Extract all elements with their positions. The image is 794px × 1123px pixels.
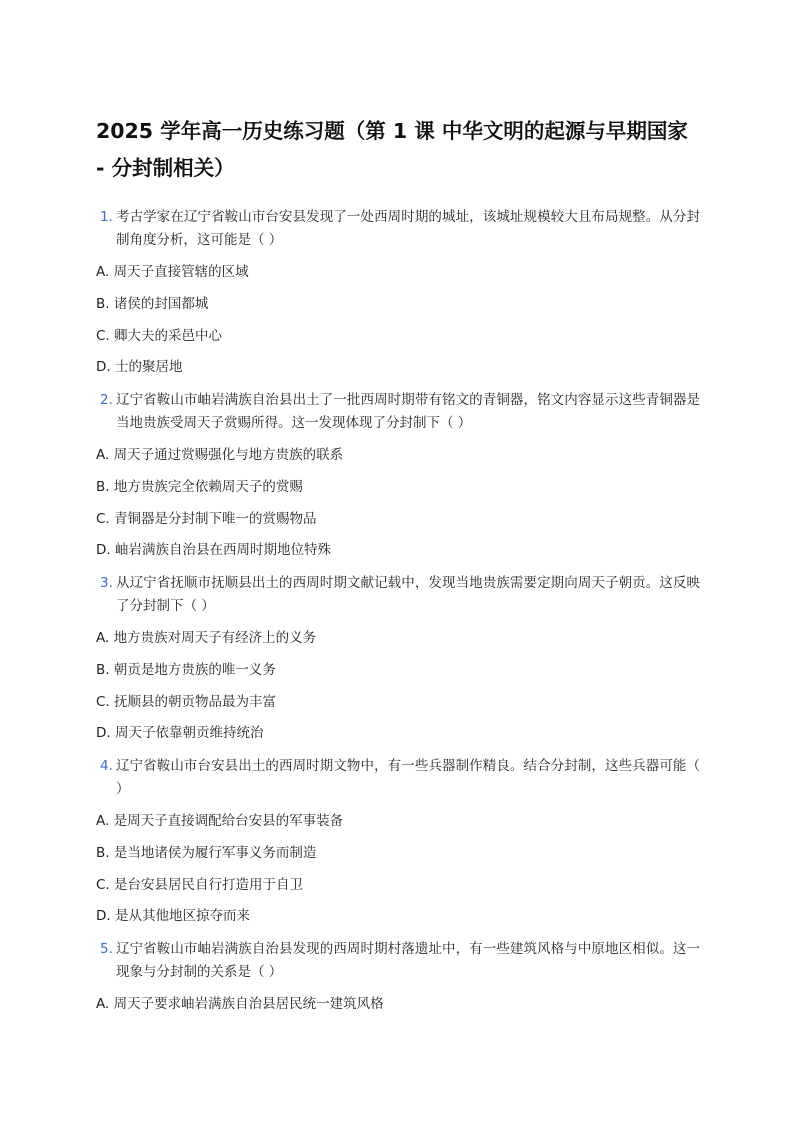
question-1-option-a: A. 周天子直接管辖的区域 xyxy=(96,264,249,280)
question-2 xyxy=(100,389,700,435)
question-4-option-a: A. 是周天子直接调配给台安县的军事装备 xyxy=(96,813,344,829)
question-5 xyxy=(100,938,700,984)
document-title: 2025 学年高一历史练习题（第 1 课 中华文明的起源与早期国家 - 分封制相关） xyxy=(96,119,688,180)
question-4-option-c: C. 是台安县居民自行打造用于自卫 xyxy=(96,877,304,893)
question-1-option-d: D. 士的聚居地 xyxy=(96,359,183,375)
question-4 xyxy=(100,755,700,801)
question-number: 4. xyxy=(100,758,113,774)
question-3-option-b: B. 朝贡是地方贵族的唯一义务 xyxy=(96,662,276,678)
question-number: 3. xyxy=(100,575,113,591)
question-2-option-d: D. 岫岩满族自治县在西周时期地位特殊 xyxy=(96,542,331,558)
question-4-option-b: B. 是当地诸侯为履行军事义务而制造 xyxy=(96,845,317,861)
question-2-option-a: A. 周天子通过赏赐强化与地方贵族的联系 xyxy=(96,447,344,463)
question-3 xyxy=(100,572,700,618)
question-stem: 辽宁省鞍山市岫岩满族自治县出土了一批西周时期带有铭文的青铜器，铭文内容显示这些青铜器是当地贵族受周天子赏赐所得。这一发现体现了分封制下（ ） xyxy=(116,392,700,431)
question-stem: 从辽宁省抚顺市抚顺县出土的西周时期文献记载中，发现当地贵族需要定期向周天子朝贡。这反映了分封制下（ ） xyxy=(116,575,700,614)
question-number: 5. xyxy=(100,941,113,957)
question-4-option-d: D. 是从其他地区掠夺而来 xyxy=(96,908,250,924)
question-stem: 辽宁省鞍山市岫岩满族自治县发现的西周时期村落遗址中，有一些建筑风格与中原地区相似。这一现象与分封制的关系是（ ） xyxy=(116,941,700,980)
question-1-option-c: C. 卿大夫的采邑中心 xyxy=(96,328,223,344)
question-3-option-d: D. 周天子依靠朝贡维持统治 xyxy=(96,725,264,741)
question-5-option-a: A. 周天子要求岫岩满族自治县居民统一建筑风格 xyxy=(96,996,384,1012)
question-3-option-a: A. 地方贵族对周天子有经济上的义务 xyxy=(96,630,317,646)
question-number: 1. xyxy=(100,209,113,225)
question-stem: 辽宁省鞍山市台安县出土的西周时期文物中，有一些兵器制作精良。结合分封制，这些兵器可能（ ） xyxy=(116,758,700,797)
question-3-option-c: C. 抚顺县的朝贡物品最为丰富 xyxy=(96,694,277,710)
question-2-option-b: B. 地方贵族完全依赖周天子的赏赐 xyxy=(96,479,303,495)
question-number: 2. xyxy=(100,392,113,408)
question-stem: 考古学家在辽宁省鞍山市台安县发现了一处西周时期的城址，该城址规模较大且布局规整。从分封制角度分析，这可能是（ ） xyxy=(116,209,700,248)
question-1 xyxy=(100,206,700,252)
question-2-option-c: C. 青铜器是分封制下唯一的赏赐物品 xyxy=(96,511,317,527)
question-1-option-b: B. 诸侯的封国都城 xyxy=(96,296,209,312)
